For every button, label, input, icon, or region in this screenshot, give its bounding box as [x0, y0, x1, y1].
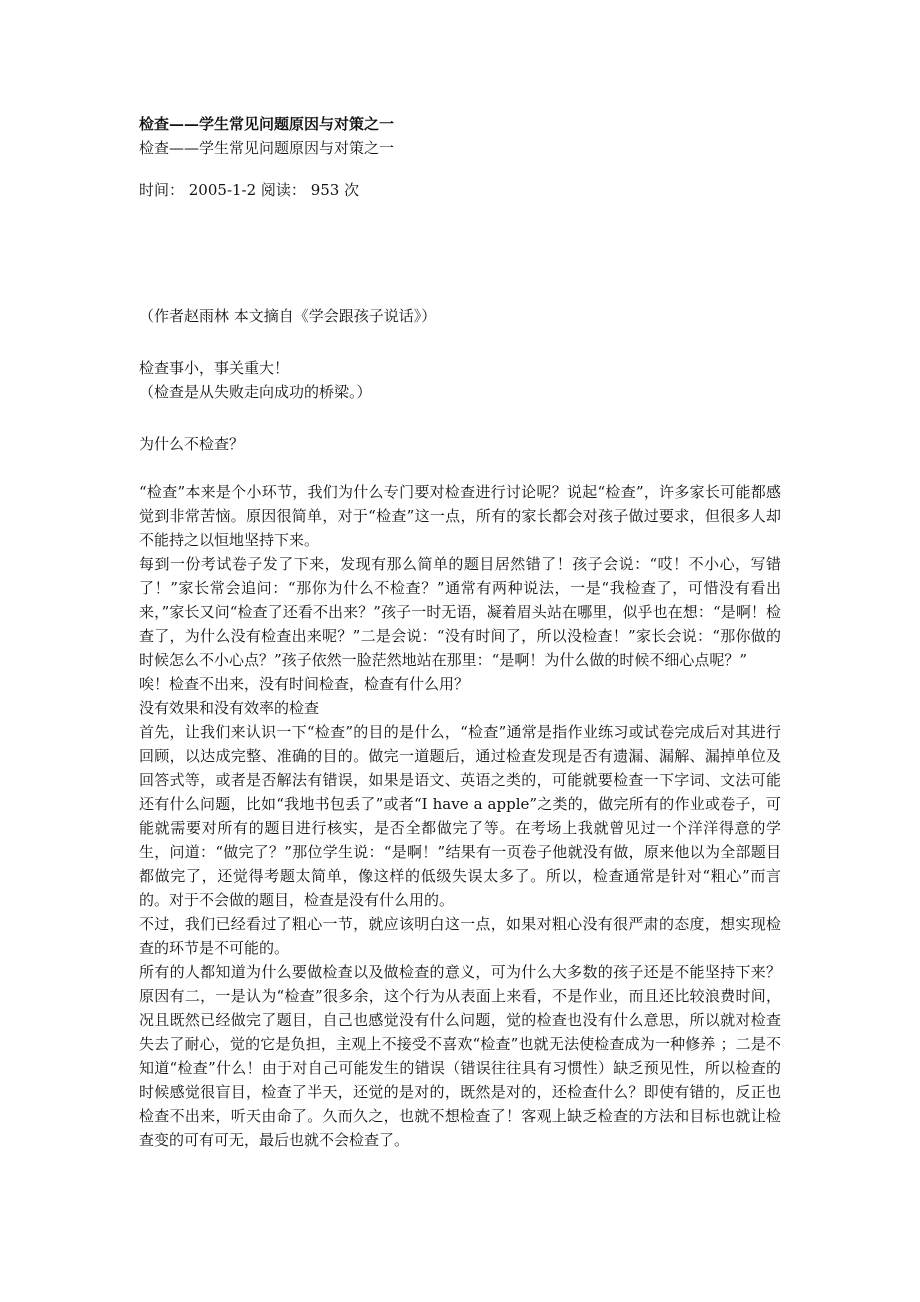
document-title: 检查——学生常见问题原因与对策之一: [139, 139, 395, 157]
document-body: [139, 112, 781, 1152]
author-note: （作者赵雨林 本文摘自《学会跟孩子说话》）: [139, 307, 437, 325]
paragraph: 所有的人都知道为什么要做检查以及做检查的意义，可为什么大多数的孩子还是不能坚持下来？原因有二，一是认为“检查”很多余，这个行为从表面上来看，不是作业，而且还比较浪费时间，况且既然已经做完了题目，自己也感觉没有什么问题，觉的检查也没有什么意思，所以就对检查失去了耐心，觉的它是负担，主观上不接受不喜欢“检查”也就无法使检查成为一种修养 ；二是不知道“检查”什么！由于对自己可能发生的错误（错误往往具有习惯性）缺乏预见性，所以检查的时候感觉很盲目，检查了半天，还觉的是对的，既然是对的，还检查什么？即使有错的，反正也检查不出来，听天由命了。久而久之，也就不想检查了！客观上缺乏检查的方法和目标也就让检查变的可有可无，最后也就不会检查了。: [139, 963, 781, 1149]
section-heading: 为什么不检查？: [139, 435, 245, 453]
paragraph: 唉！检查不出来，没有时间检查，检查有什么用？: [139, 675, 470, 693]
motto-sub: （检查是从失败走向成功的桥梁。）: [139, 383, 372, 401]
paragraph: 首先，让我们来认识一下“检查”的目的是什么，“检查”通常是指作业练习或试卷完成后对其进行回顾，以达成完整、准确的目的。做完一道题后，通过检查发现是否有遗漏、漏解、漏掉单位及回答式等，或者是否解法有错误，如果是语文、英语之类的，可能就要检查一下字词、文法可能还有什么问题，比如“我地书包丢了”或者“I have a apple”之类的，做完所有的作业或卷子，可能就需要对所有的题目进行核实，是否全都做完了等。在考场上我就曾见过一个洋洋得意的学生，问道：“做完了？”那位学生说：“是啊！”结果有一页卷子他就没有做，原来他以为全部题目都做完了，还觉得考题太简单，像这样的低级失误太多了。所以，检查通常是针对“粗心”而言的。对于不会做的题目，检查是没有什么用的。: [139, 723, 781, 909]
paragraph: “检查”本来是个小环节，我们为什么专门要对检查进行讨论呢？说起“检查”，许多家长可能都感觉到非常苦恼。原因很简单，对于“检查”这一点，所有的家长都会对孩子做过要求，但很多人却不能持之以恒地坚持下来。: [139, 483, 781, 549]
motto: 检查事小，事关重大！: [139, 359, 290, 377]
paragraph: 每到一份考试卷子发了下来，发现有那么简单的题目居然错了！孩子会说：“哎！不小心，写错了！”家长常会追问：“那你为什么不检查？”通常有两种说法，一是“我检查了，可惜没有看出来，”家长又问“检查了还看不出来？”孩子一时无语，凝着眉头站在哪里，似乎也在想：“是啊！检查了，为什么没有检查出来呢？”二是会说：“没有时间了，所以没检查！”家长会说：“那你做的时候怎么不小心点？”孩子依然一脸茫然地站在那里：“是啊！为什么做的时候不细心点呢？”: [139, 555, 781, 669]
subheading: 没有效果和没有效率的检查: [139, 699, 320, 717]
article-paragraphs: [139, 480, 781, 1152]
publish-meta: 时间： 2005-1-2 阅读： 953 次: [139, 181, 360, 199]
paragraph: 不过，我们已经看过了粗心一节，就应该明白这一点，如果对粗心没有很严肃的态度，想实现检查的环节是不可能的。: [139, 915, 781, 957]
document-title-bold: 检查——学生常见问题原因与对策之一: [139, 115, 395, 133]
